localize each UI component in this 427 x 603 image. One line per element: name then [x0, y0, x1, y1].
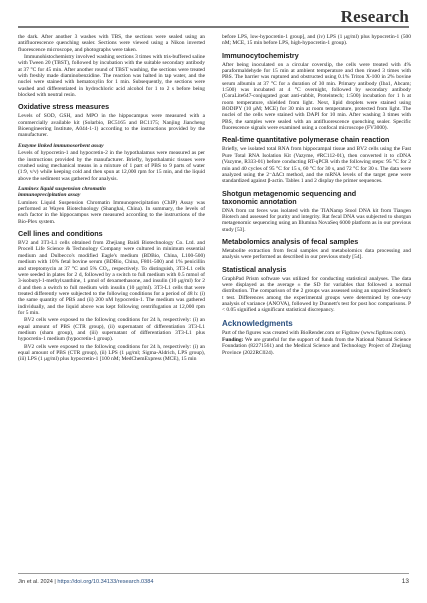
doi-link[interactable]: https://doi.org/10.34133/research.0384 — [57, 579, 154, 585]
citation-text: Jin et al. 2024 | — [18, 579, 58, 585]
section-heading-statistics: Statistical analysis — [222, 264, 287, 274]
section-heading-cell-lines: Cell lines and conditions — [18, 229, 103, 239]
section-heading-pcr: Real-time quantitative polymerase chain reaction — [222, 135, 390, 145]
paragraph: Metabolite extraction from fecal samples and metabolomics data processing and analysis were performed as described in our previous study [54]. — [222, 247, 411, 261]
paragraph: BV2 cells were exposed to the following conditions for 24 h, respectively: (i) an equal amount of PBS (CTR group), (ii) supernatant of differentiation 3T3-L1 medium (sham group), and (iii) supernatant of differentiation 3T3-L1 plus hypocretin-1 medium (hypocretin-1 group). — [18, 317, 205, 343]
paragraph: Luminex Liquid Suspension Chromatin Immunoprecipitation (ChIP) Assay was performed at Wayen Biotechnology (Shanghai, China). In summary, the levels of each factor in the hippocampus were measured according to the instructions of the Bio-Plex system. — [18, 199, 205, 225]
paragraph: After being inoculated on a circular coverslip, the cells were treated with 4% paraformaldehyde for 15 min at ambient temperature and then rinsed 3 times with PBS. The barrier was ruptured and obstructed using 0.1% Triton X-100 in 2% bovine serum albumin at 37 °C for a duration of 30 min. Primary antibody (Iba1, Abcam; 1:500) was incubated at 4 °C overnight, followed by secondary antibody (CoraLite647-conjugated goat anti-rabbit, Proteintech; 1:500) incubation for 1 h at room temperature, shielded from light. Next, lipid droplets were stained using BODIPY (10 μM; MCE) for 30 min at room temperature, protected from light. The nuclei of the cells were stained with DAPI for 10 min. After washing 3 times with PBS, the samples were sealed with an antifluorescence quenching sealer. Specific fluorescence signals were examined using a confocal microscope (FV3000). — [222, 61, 411, 132]
section-heading-metabolomics: Metabolomics analysis of fecal samples — [222, 236, 359, 246]
left-column — [18, 34, 205, 364]
section-heading-shotgun-line2: taxonomic annotation — [222, 196, 297, 206]
right-column — [222, 34, 411, 357]
section-heading-icc: Immunocytochemistry — [222, 50, 299, 60]
paragraph: the dark. After another 3 washes with TBS, the sections were sealed using an antifluorescence quenching sealer. Sections were viewed using a Nikon inverted fluorescence microscope, and photographs were taken. — [18, 34, 205, 53]
paragraph: GraphPad Prism software was utilized for conducting statistical analyses. The data were displayed as the average ± the SD for variables that followed a normal distribution. The comparison of the 2 groups was assessed using an unpaired Student's t test. Differences among the experimental groups were determined by one-way analysis of variance (ANOVA), followed by Dunnett's test for post hoc comparisons. P < 0.05 signified a significant statistical discrepancy. — [222, 275, 411, 314]
funding-text: We are grateful for the support of funds from the National Natural Science Foundation (82271561) and the Medical Science and Technology Project of Zhejiang Province (2022RC024). — [222, 337, 411, 356]
funding-label: Funding: — [222, 337, 244, 343]
footer-rule — [18, 573, 409, 574]
subsection-heading-chip-line1: Luminex liquid suspension chromatin — [18, 185, 106, 192]
section-heading-shotgun-line1: Shotgun metagenomic sequencing and — [222, 188, 357, 198]
subsection-heading-chip-line2: immunoprecipitation assay — [18, 192, 81, 199]
funding-paragraph — [222, 337, 411, 356]
acknowledgments-heading: Acknowledgments — [222, 318, 293, 328]
section-heading-oxidative: Oxidative stress measures — [18, 102, 110, 112]
footer-citation — [18, 579, 154, 585]
journal-title: Research — [340, 7, 409, 26]
paragraph: Levels of hypocretin-1 and hypocretin-2 in the hypothalamus were measured as per the instructions provided by the manufacturer. Briefly, hypothalamic tissues were crushed using mechanical means in a mixture of 1 part of PBS to 9 parts of water (1:9, v/v) while keeping cold and then spun at 12,000 rpm for 15 min, and the liquid above the sediment was gathered for analysis. — [18, 150, 205, 182]
paragraph: BV2 and 3T3-L1 cells obtained from Zhejiang Baidi Biotechnology Co. Ltd. and Procell Life Science & Technology Company were cultured in minimum essential medium and Dulbecco's modified Eagle's medium (BDBio, China, L100-500) medium with 10% fetal bovine serum (BDBio, China, F801-500) and 1% penicillin and streptomycin at 37 °C and 5% CO₂, respectively. To distinguish, 3T3-L1 cells were seeded in plates for 2 d, followed by a switch to full medium with 0.5 mmol of 3-isobutyl-1-methylxanthine, 1 μmol of dexamethasone, and insulin (10 μg/ml) for 2 d and then a switch to full medium with insulin (10 μg/ml). 3T3-L1 cells that were treated differently were subjected to the following conditions for a period of 48 h: (i) the same quantity of PBS and (ii) 200 nM hypocretin-1. The medium was gathered individually, and the liquid above was kept following centrifugation at 12,000 rpm for 5 min. — [18, 240, 205, 316]
page-number: 13 — [401, 578, 409, 585]
subsection-heading-elisa: Enzyme linked immunosorbent assay — [18, 142, 104, 149]
paragraph: BV2 cells were exposed to the following conditions for 24 h, respectively: (i) an equal amount of PBS (CTR group), (ii) LPS (1 μg/ml; Sigma-Aldrich, LPS group), (iii) LPS (1 μg/ml) plus hypocretin-1 [100 nM; MedChemExpress (MCE), 15 min — [18, 343, 205, 363]
paragraph: Immunohistochemistry involved washing sections 3 times with tris-buffered saline with Tween 20 (TBST), followed by incubation with the suitable secondary antibody at 37 °C for 45 min. After another round of TBST washing, the sections were treated with freshly made diaminobenzidine. The reaction was halted in tap water, and the nuclei were stained with hematoxylin for 1 min. Subsequently, the sections were washed and differentiated in hydrochloric acid alcohol for 1 to 2 s before being blocked with neutral resin. — [18, 54, 205, 99]
paragraph: DNA from rat feces was isolated with the TIANamp Stool DNA kit from Tiangen Biotech and assessed for purity and integrity. Rat fecal DNA was subjected to shotgun metagenomic sequencing using an Illumina NovaSeq 6000 platform as in our previous study [53]. — [222, 207, 411, 233]
header-rule — [18, 26, 409, 28]
paragraph: before LPS, low-hypocretin-1 group], and (iv) LPS (1 μg/ml) plus hypocretin-1 (500 nM; MCE, 15 min before LPS, high-hypocretin-1 group). — [222, 34, 411, 47]
paragraph: Levels of SOD, GSH, and MPO in the hippocampus were measured with a commercially available kit (Solarbio, BC5165 and BC1175; Nanjing Jiancheng Bioengineering Institute, A044-1-1) according to the instructions provided by the manufacturer. — [18, 113, 205, 139]
paragraph: Part of the figures was created with BioRender.com or Figdraw (www.figdraw.com). — [222, 329, 407, 336]
paragraph: Briefly, we isolated total RNA from hippocampal tissue and BV2 cells using the Fast Pure Total RNA Isolation Kit (Vazyme, #RC112-01), then converted it to cDNA (Vazyme, R333-01) before conducting RT-qPCR with the following steps: 95 °C for 2 min and 40 cycles of 95 °C for 15 s, 60 °C for 30 s, and 72 °C for 30 s. The data were analyzed using the 2⁻ΔΔCt method, and the mRNA levels of the target gene were standardized against β-actin. Tables 1 and 2 display the primer sequences. — [222, 146, 411, 185]
